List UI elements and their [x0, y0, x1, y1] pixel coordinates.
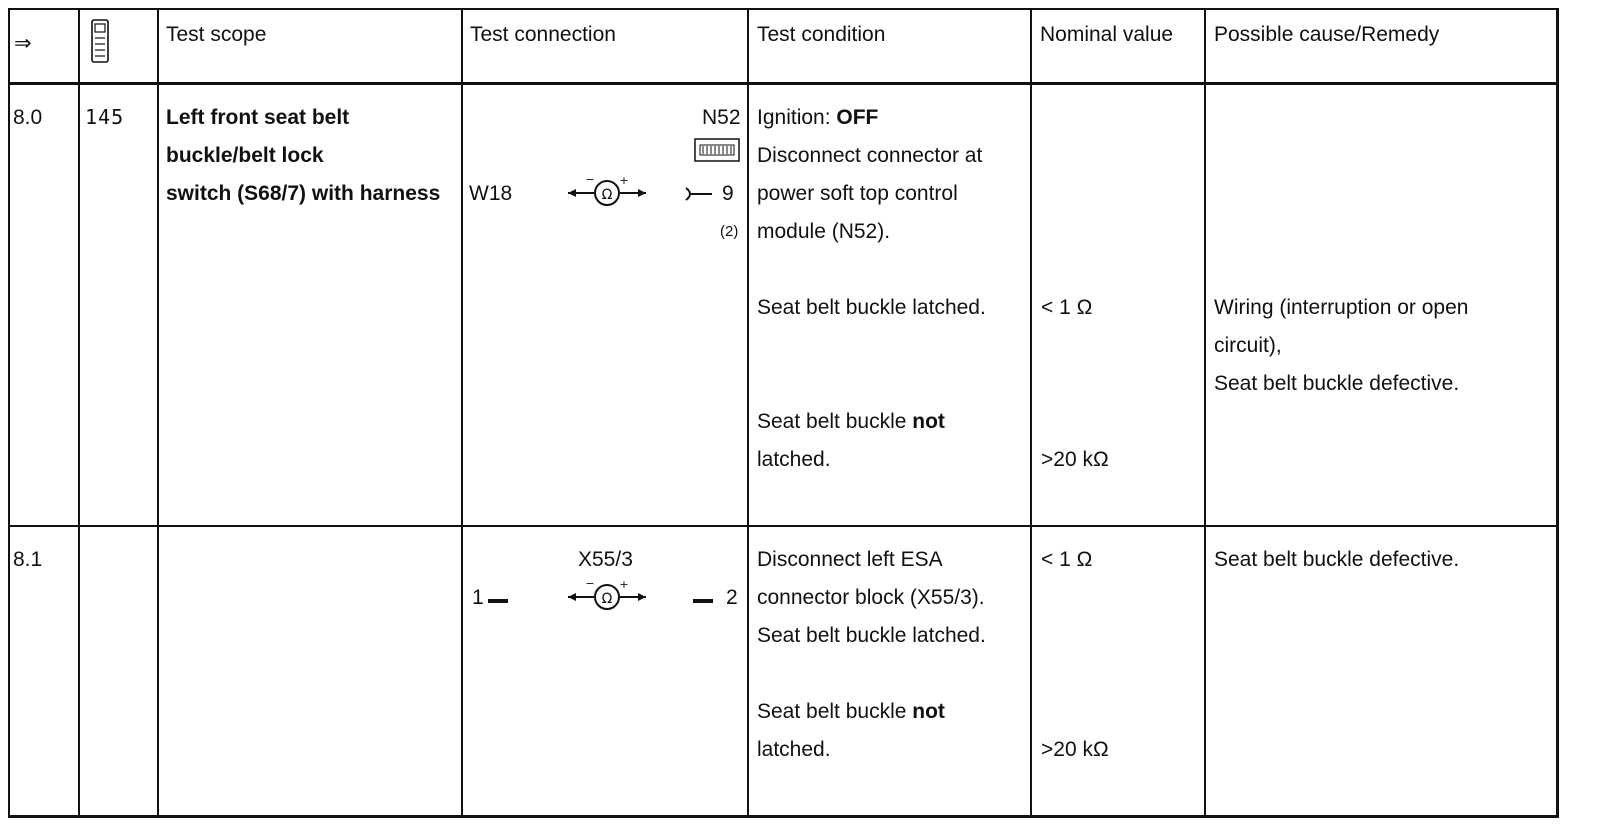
header-nominal-value: Nominal value	[1040, 23, 1174, 46]
test-scope-line: buckle/belt lock	[166, 144, 324, 167]
connection-module-label: X55/3	[578, 548, 633, 571]
test-condition-line: Disconnect left ESA	[757, 548, 943, 571]
svg-text:Ω: Ω	[601, 187, 613, 203]
nominal-value: < 1 Ω	[1041, 548, 1093, 571]
test-condition-line: Seat belt buckle latched.	[757, 624, 986, 647]
column-rule	[461, 8, 463, 818]
svg-text:−: −	[585, 579, 595, 590]
svg-text:+: +	[619, 175, 629, 187]
header-bottom-rule	[8, 82, 1558, 85]
header-test-scope: Test scope	[166, 23, 267, 46]
column-rule	[1204, 8, 1206, 818]
column-rule	[747, 8, 749, 818]
pin-socket-symbol	[684, 184, 714, 204]
svg-text:−: −	[585, 175, 595, 186]
possible-cause-line: Seat belt buckle defective.	[1214, 372, 1460, 395]
nominal-value: < 1 Ω	[1041, 296, 1093, 319]
table-left-border	[8, 8, 10, 818]
table-right-border	[1556, 8, 1559, 818]
column-rule	[1030, 8, 1032, 818]
possible-cause-line: circuit),	[1214, 334, 1282, 357]
test-condition-line: latched.	[757, 738, 831, 761]
svg-text:+: +	[619, 579, 629, 591]
connection-left-label: W18	[469, 182, 513, 205]
test-condition-line: connector block (X55/3).	[757, 586, 985, 609]
step-number: 8.1	[13, 548, 43, 571]
connection-pin: 1	[472, 586, 484, 609]
test-code: 145	[85, 105, 125, 129]
test-condition-line: Ignition: OFF	[757, 106, 879, 129]
header-arrow: ⇒	[14, 32, 32, 55]
test-condition-line: module (N52).	[757, 220, 891, 243]
step-number: 8.0	[13, 106, 43, 129]
test-condition-line: Seat belt buckle latched.	[757, 296, 986, 319]
table-top-border	[8, 8, 1558, 10]
diagnostic-tester-icon	[88, 18, 114, 64]
ohmmeter-symbol	[566, 579, 648, 615]
connection-note: (2)	[720, 223, 739, 240]
possible-cause-line: Wiring (interruption or open	[1214, 296, 1469, 319]
row-divider	[8, 525, 1558, 527]
possible-cause-line: Seat belt buckle defective.	[1214, 548, 1460, 571]
connection-pin: 9	[722, 182, 734, 205]
nominal-value: >20 kΩ	[1041, 738, 1109, 761]
header-test-connection: Test connection	[470, 23, 616, 46]
connection-pin: 2	[726, 586, 738, 609]
table-bottom-border	[8, 815, 1558, 818]
pin-lead	[693, 599, 713, 603]
nominal-value: >20 kΩ	[1041, 448, 1109, 471]
pin-lead	[488, 599, 508, 603]
header-test-condition: Test condition	[757, 23, 886, 46]
test-condition-line: Disconnect connector at	[757, 144, 983, 167]
test-condition-line: latched.	[757, 448, 831, 471]
connector-icon	[693, 137, 741, 163]
svg-text:Ω: Ω	[601, 591, 613, 607]
test-scope-line: switch (S68/7) with harness	[166, 182, 441, 205]
test-scope-line: Left front seat belt	[166, 106, 350, 129]
connection-module-label: N52	[702, 106, 741, 129]
test-condition-line: Seat belt buckle not	[757, 700, 945, 723]
column-rule	[78, 8, 80, 818]
test-condition-line: Seat belt buckle not	[757, 410, 945, 433]
header-possible-cause: Possible cause/Remedy	[1214, 23, 1440, 46]
column-rule	[157, 8, 159, 818]
test-condition-line: power soft top control	[757, 182, 958, 205]
ohmmeter-symbol	[566, 175, 648, 211]
